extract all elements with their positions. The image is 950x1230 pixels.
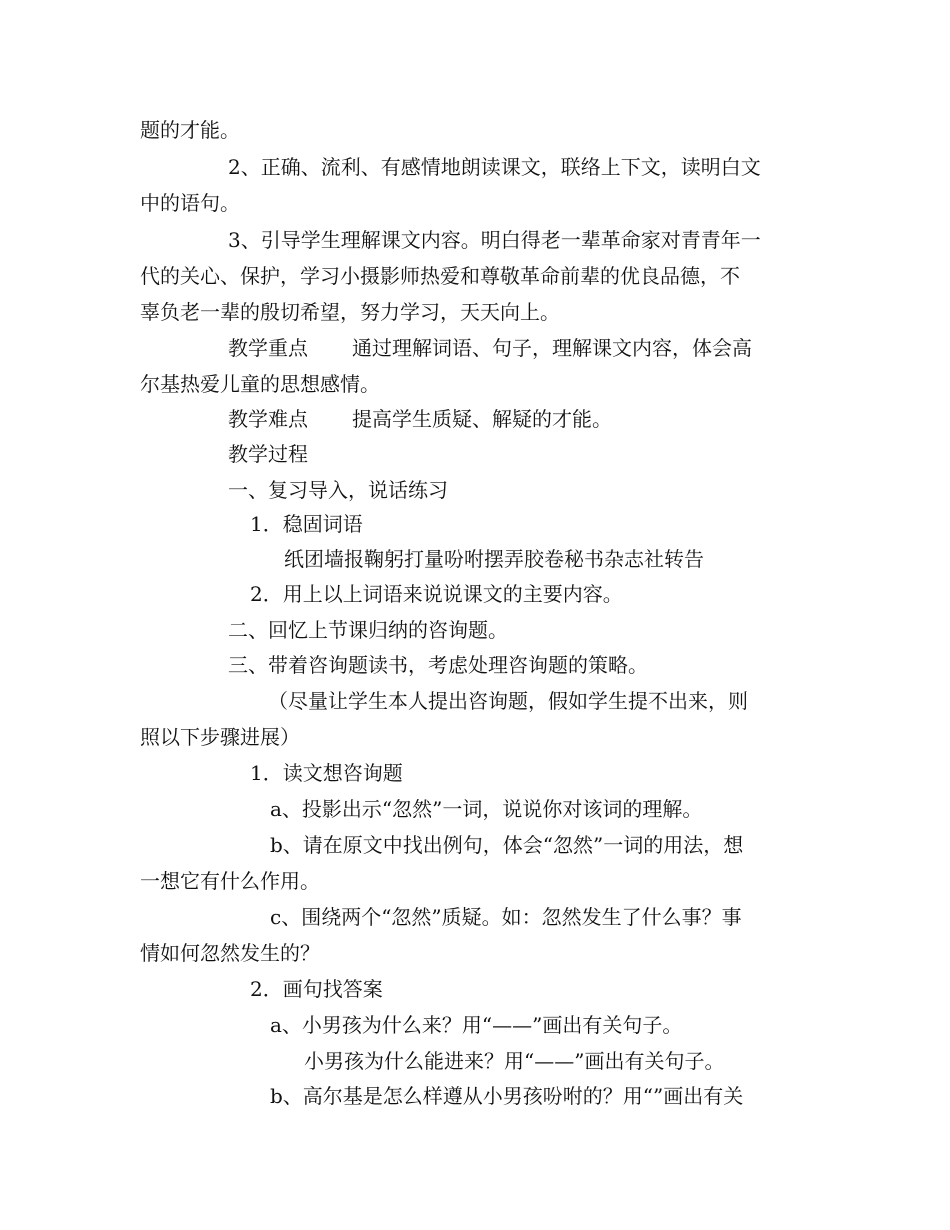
list-item-read: 1．读文想咨询题: [250, 761, 403, 785]
find-a-line-1: a、小男孩为什么来？用“——”画出有关句子。: [270, 1013, 683, 1037]
text-line-3: 中的语句。: [140, 191, 240, 215]
text-line-5: 代的关心、保护，学习小摄影师热爱和尊敬革命前辈的优良品德，不: [140, 264, 740, 288]
section-heading-3: 三、带着咨询题读书，考虑处理咨询题的策略。: [228, 653, 648, 677]
section-heading-1: 一、复习导入，说话练习: [228, 478, 448, 502]
list-item-find: 2．画句找答案: [250, 977, 383, 1001]
difficulty-text: 提高学生质疑、解疑的才能。: [352, 407, 612, 431]
item-c-line-2: 情如何忽然发生的？: [140, 941, 320, 965]
text-line-4: 3、引导学生理解课文内容。明白得老一辈革命家对青青年一: [228, 228, 761, 252]
find-a-line-2: 小男孩为什么能进来？用“——”画出有关句子。: [304, 1049, 725, 1073]
text-line-1: 题的才能。: [140, 118, 240, 142]
find-b-line: b、高尔基是怎么样遵从小男孩吩咐的？用“”画出有关: [270, 1084, 744, 1108]
item-a-line: a、投影出示“忽然”一词，说说你对该词的理解。: [270, 797, 703, 821]
text-line-8: 尔基热爱儿童的思想感情。: [140, 372, 380, 396]
item-c-line-1: c、围绕两个“忽然”质疑。如：忽然发生了什么事？事: [270, 905, 742, 929]
list-item-1: 1．稳固词语: [250, 512, 363, 536]
section-heading-process: 教学过程: [228, 442, 308, 466]
item-b-line-1: b、请在原文中找出例句，体会“忽然”一词的用法，想: [270, 833, 744, 857]
key-point-text: 通过理解词语、句子，理解课文内容，体会高: [352, 336, 752, 360]
key-point-label: 教学重点: [228, 336, 308, 360]
key-point-line: [228, 334, 752, 362]
vocab-line: 纸团墙报鞠躬打量吩咐摆弄胶卷秘书杂志社转告: [284, 547, 704, 571]
note-line-1: （尽量让学生本人提出咨询题，假如学生提不出来，则: [268, 689, 748, 713]
item-b-line-2: 一想它有什么作用。: [140, 869, 320, 893]
section-heading-2: 二、回忆上节课归纳的咨询题。: [228, 618, 508, 642]
difficulty-label: 教学难点: [228, 407, 308, 431]
note-line-2: 照以下步骤进展）: [140, 725, 300, 749]
text-line-2: 2、正确、流利、有感情地朗读课文，联络上下文，读明白文: [228, 155, 761, 179]
difficulty-line: [228, 405, 612, 433]
text-line-6: 辜负老一辈的殷切希望，努力学习，天天向上。: [140, 300, 560, 324]
list-item-2: 2．用上以上词语来说说课文的主要内容。: [250, 582, 623, 606]
